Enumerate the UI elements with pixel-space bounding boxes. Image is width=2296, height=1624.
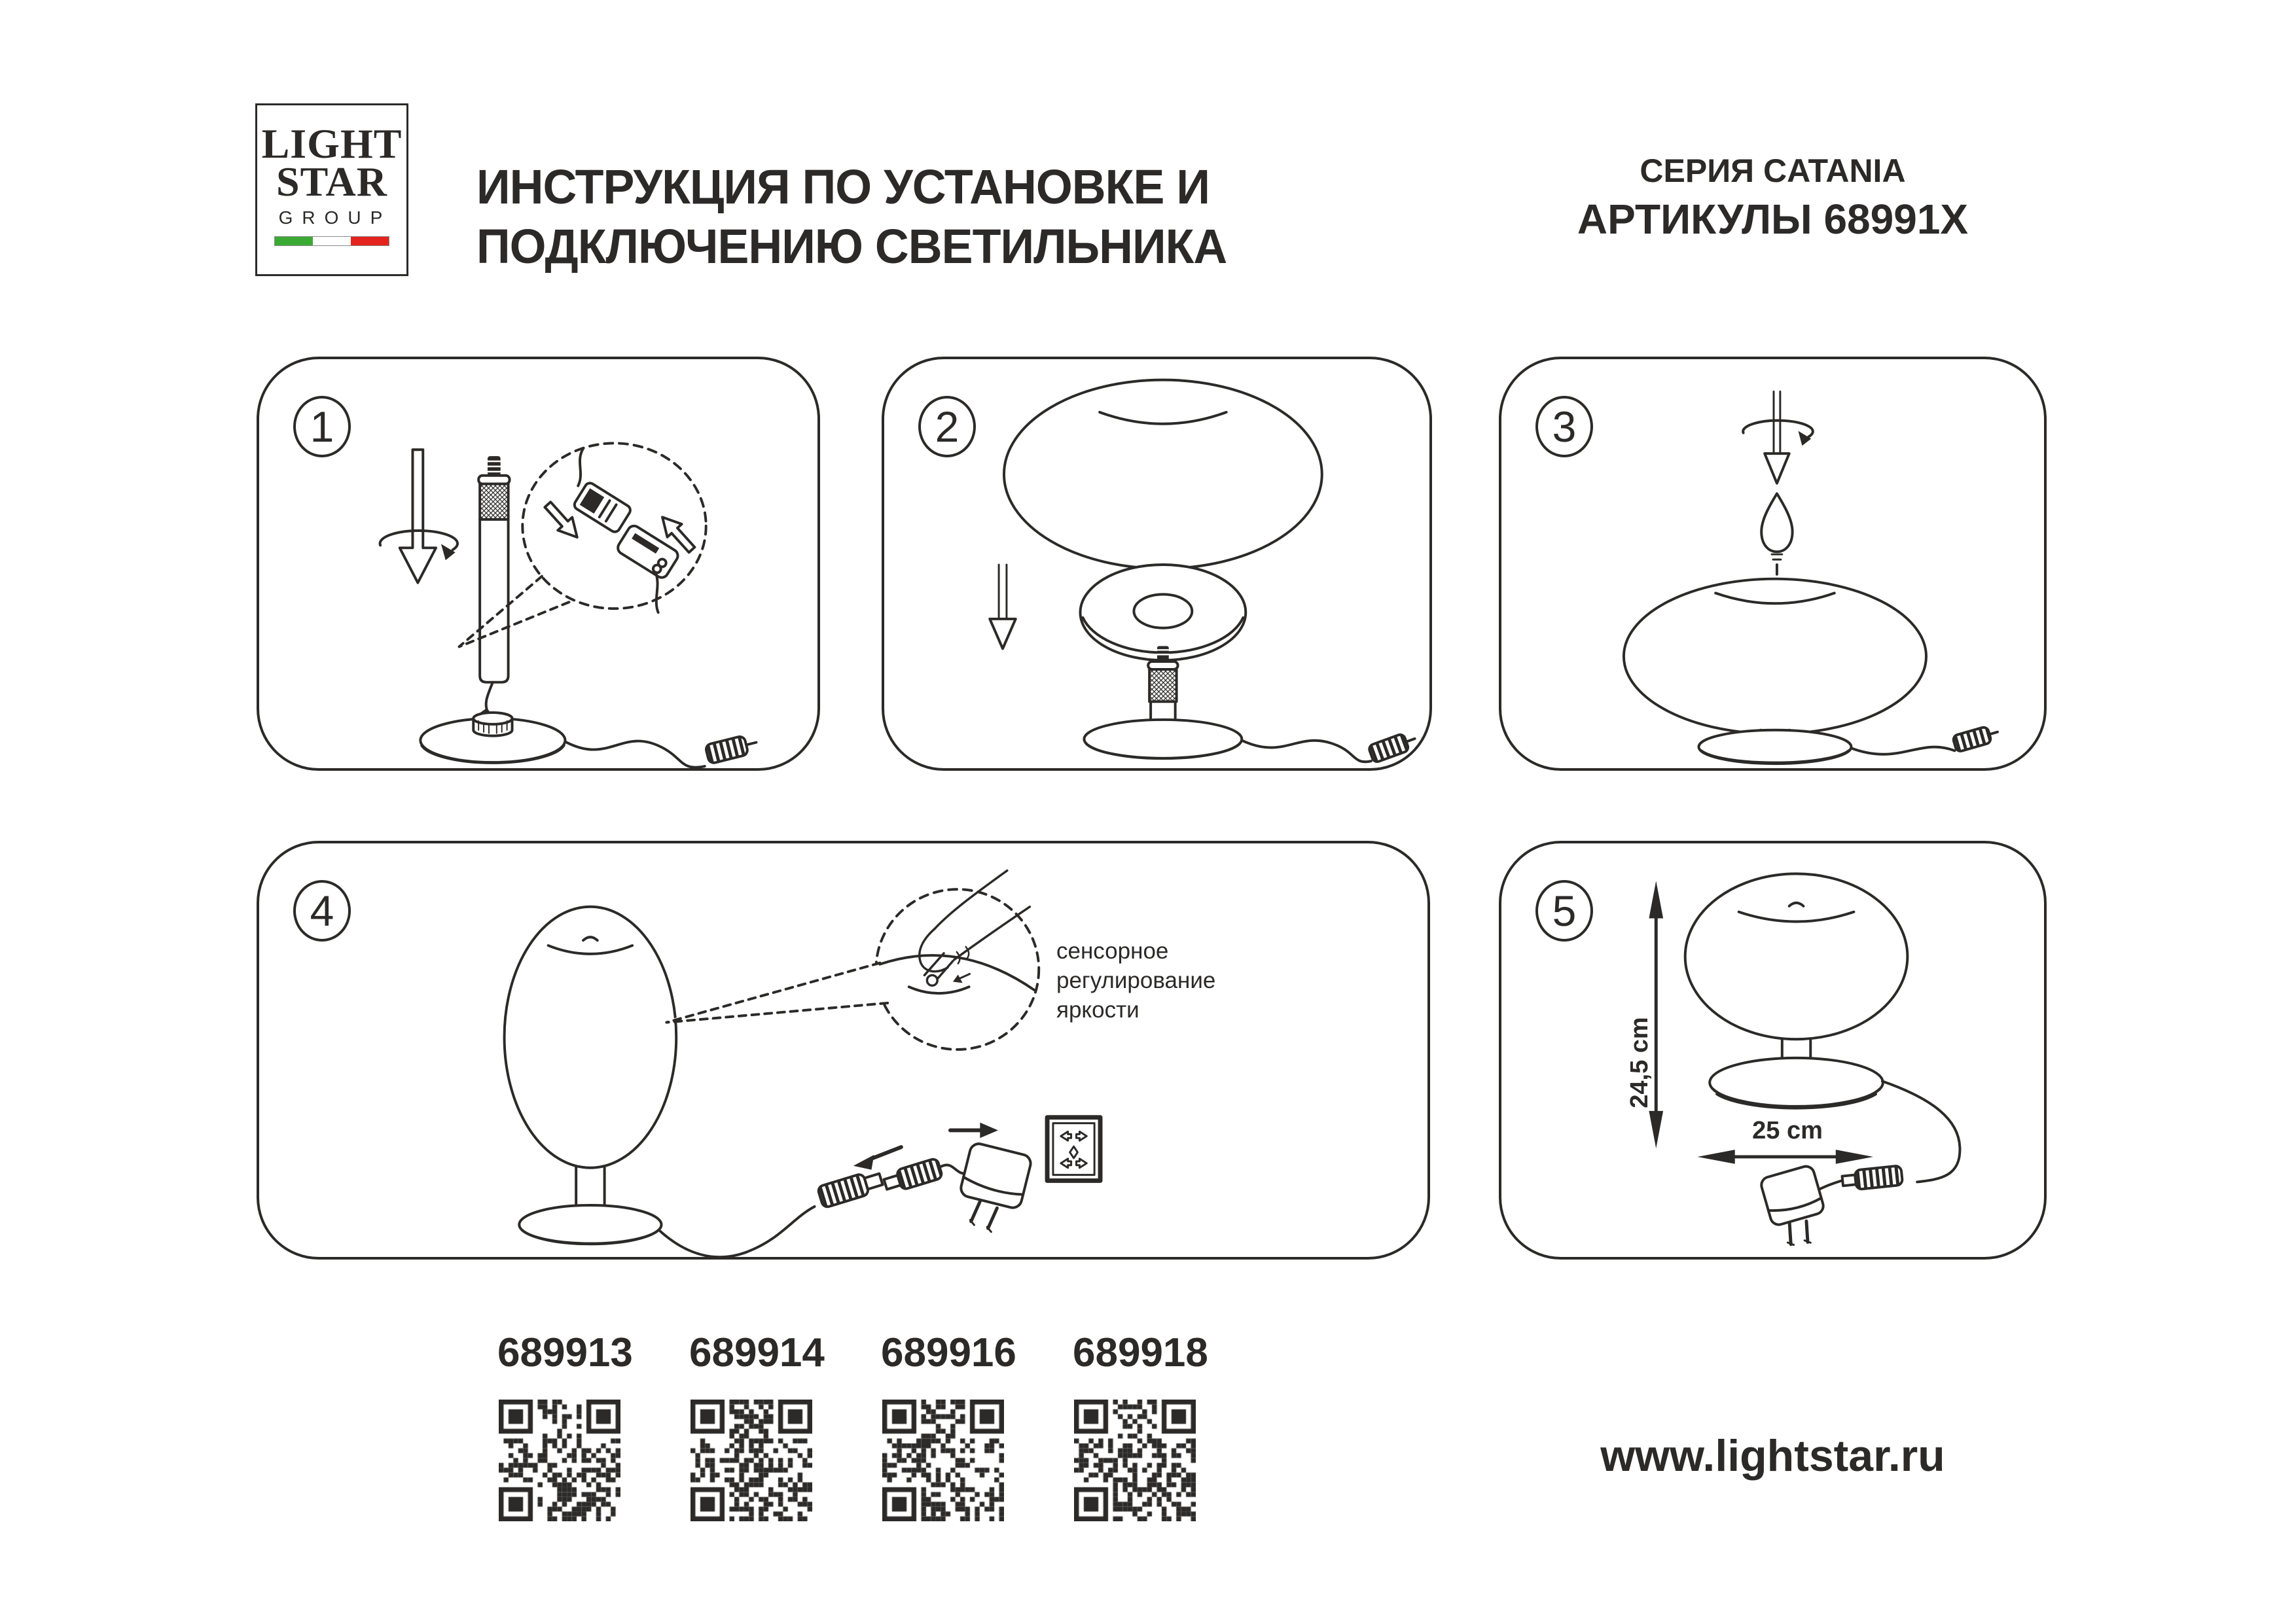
lamp-base <box>1084 720 1242 758</box>
shade-washer <box>1080 565 1246 660</box>
step-panel-5 <box>1499 841 2047 1260</box>
column-wire <box>486 682 493 712</box>
article-code: 689913 <box>497 1330 633 1375</box>
flag-green <box>275 237 313 245</box>
power-adapter-icon <box>1759 1165 1832 1252</box>
step-number-2: 2 <box>918 396 976 457</box>
page-title-line2: ПОДКЛЮЧЕНИЮ СВЕТИЛЬНИКА <box>476 219 1227 274</box>
lamp-base <box>1710 1058 1883 1108</box>
articles-label: АРТИКУЛЫ 68991X <box>1577 196 1969 243</box>
step-4-diagram <box>259 843 1427 1257</box>
power-cable <box>1851 747 1954 754</box>
touch-dimming-label <box>1056 936 1215 1025</box>
step-panel-3 <box>1499 357 2047 771</box>
inline-connector-female <box>817 1169 884 1208</box>
cable-plug-icon <box>1368 730 1418 763</box>
lamp-shade <box>1685 874 1908 1039</box>
down-arrow-icon <box>990 565 1015 648</box>
step-number-4: 4 <box>293 880 351 942</box>
power-cable <box>1242 741 1371 762</box>
article-item <box>689 1330 825 1521</box>
lamp-base <box>420 713 565 763</box>
lamp-shade <box>505 907 677 1168</box>
article-code: 689914 <box>689 1330 825 1375</box>
step-panel-1 <box>257 357 820 771</box>
italian-flag-icon <box>274 236 389 246</box>
lamp-column <box>478 456 509 682</box>
qr-code <box>499 1400 620 1521</box>
touch-dimming-line3: яркости <box>1056 997 1139 1023</box>
width-dimension-arrow <box>1697 1150 1873 1164</box>
inline-connector-icon <box>1842 1165 1903 1191</box>
female-connector-cable <box>656 573 658 612</box>
qr-code <box>691 1400 812 1521</box>
logo-word-light: LIGHT <box>261 120 403 167</box>
step-panel-2 <box>882 357 1432 771</box>
flag-white <box>313 237 351 245</box>
cable-plug-icon <box>1952 724 2000 752</box>
step-number-3: 3 <box>1535 396 1593 457</box>
article-item <box>497 1330 633 1521</box>
article-code: 689916 <box>881 1330 1016 1375</box>
lamp-shade <box>1004 380 1322 569</box>
logo-word-group: GROUP <box>278 207 392 228</box>
flag-red <box>351 237 389 245</box>
qr-code <box>882 1400 1004 1521</box>
power-adapter-icon <box>952 1142 1033 1237</box>
power-cable <box>660 1207 815 1257</box>
plug-arrow-icon <box>950 1123 998 1139</box>
article-item <box>881 1330 1016 1521</box>
power-cable <box>565 741 704 768</box>
logo-word-star: STAR <box>276 158 387 205</box>
wall-outlet-icon <box>1047 1118 1100 1181</box>
website-url: www.lightstar.ru <box>1600 1431 1945 1481</box>
light-bulb-icon <box>1761 493 1792 559</box>
lightstar-logo <box>255 103 408 276</box>
lamp-base <box>519 1205 661 1244</box>
lamp-shade <box>1624 579 1926 734</box>
touch-dimming-line1: сенсорное <box>1056 938 1169 964</box>
article-item <box>1073 1330 1208 1521</box>
step-number-5: 5 <box>1535 880 1593 942</box>
touch-dimming-line2: регулирование <box>1056 968 1216 993</box>
unplug-arrow-icon <box>853 1147 901 1170</box>
qr-code <box>1074 1400 1196 1521</box>
lamp-base <box>1698 730 1851 764</box>
cable-plug-icon <box>705 733 759 764</box>
step-number-1: 1 <box>293 396 351 457</box>
page-title <box>476 157 1227 276</box>
inline-connector-male <box>882 1158 942 1195</box>
page-title-line1: ИНСТРУКЦИЯ ПО УСТАНОВКЕ И <box>476 160 1210 214</box>
height-dimension-label: 24,5 cm <box>1626 1017 1653 1108</box>
article-code: 689918 <box>1073 1330 1208 1375</box>
touch-control-callout <box>666 870 1039 1050</box>
series-label: СЕРИЯ CATANIA <box>1640 152 1906 189</box>
step-panel-4 <box>257 841 1430 1260</box>
width-dimension-label: 25 cm <box>1752 1117 1823 1144</box>
screw-down-arrow-icon <box>1743 391 1813 483</box>
screw-down-arrow-icon <box>380 450 457 582</box>
